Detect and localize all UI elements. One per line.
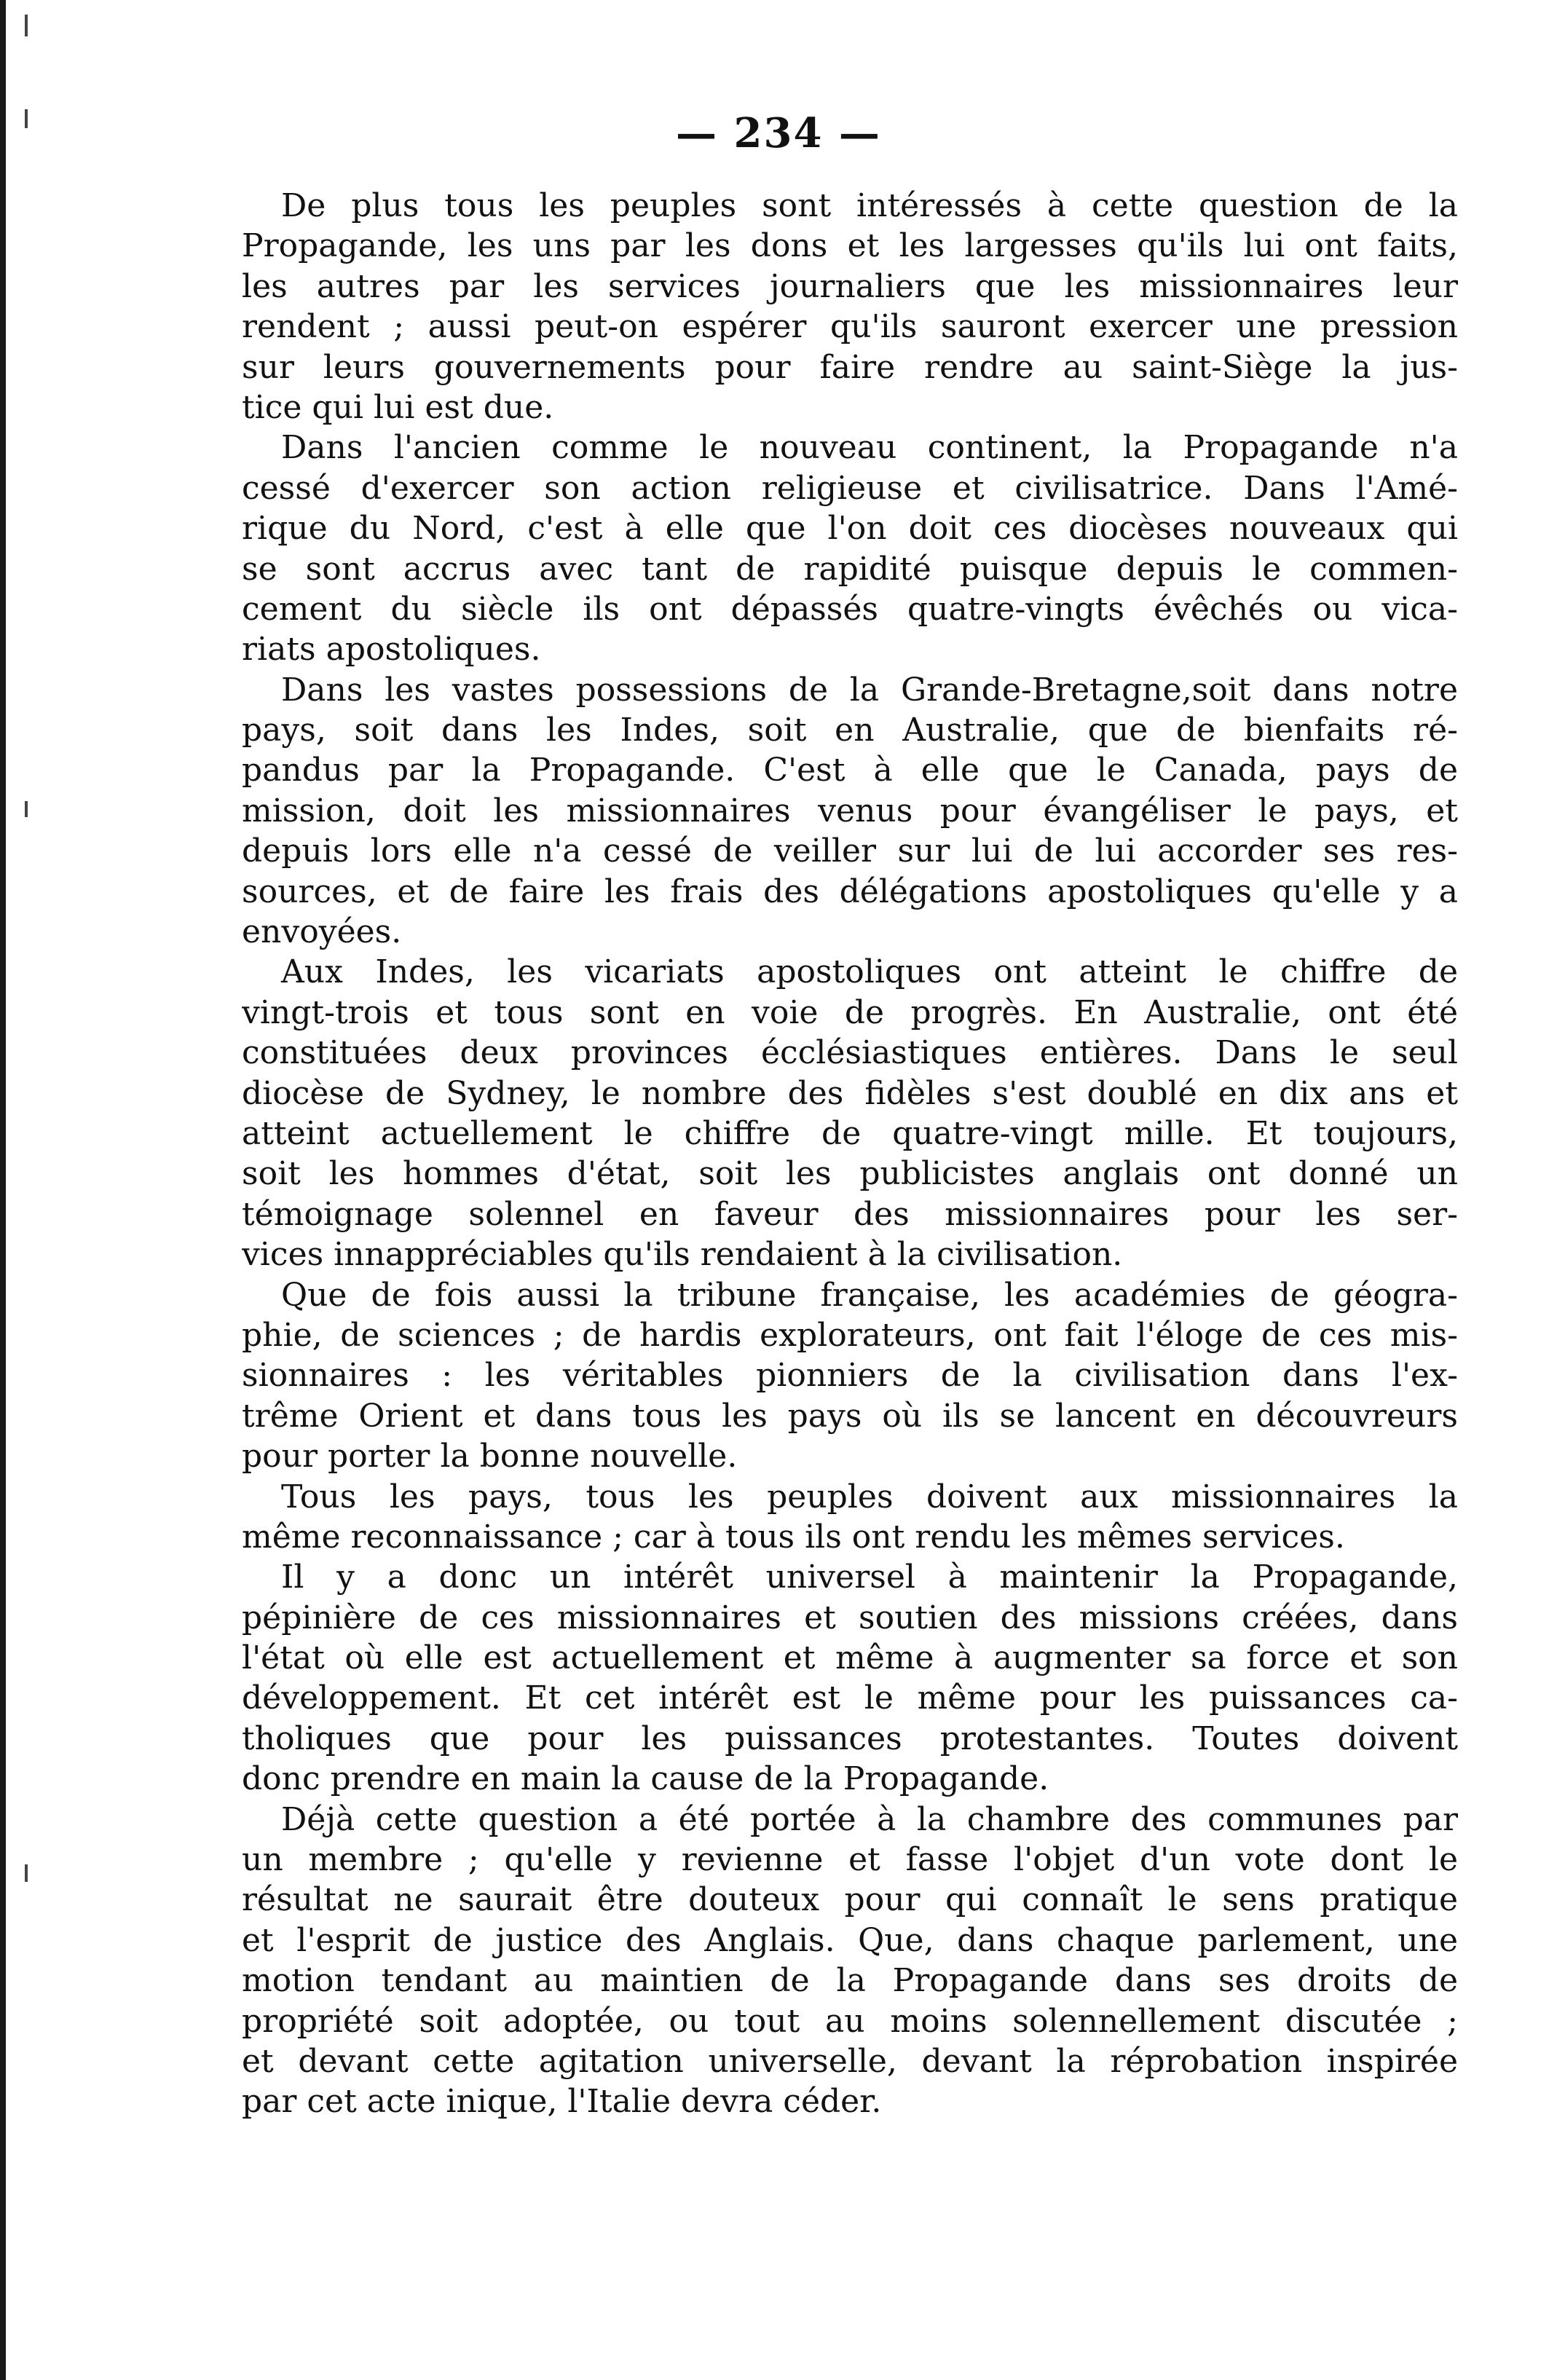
text-line: et l'esprit de justice des Anglais. Que, dans chaque parlement, une — [242, 1921, 1458, 1959]
text-line: Déjà cette question a été portée à la chambre des communes par — [281, 1800, 1458, 1838]
text-line: par cet acte inique, l'Italie devra céder. — [242, 2083, 882, 2121]
page-binding-edge — [0, 0, 6, 2380]
text-line: propriété soit adoptée, ou tout au moins solennellement discutée ; — [242, 2002, 1458, 2040]
paragraph — [242, 427, 1458, 669]
text-line: Dans l'ancien comme le nouveau continent, la Propagande n'a — [281, 429, 1458, 467]
text-line: tice qui lui est due. — [242, 388, 554, 426]
scan-speck — [25, 801, 28, 817]
text-line: atteint actuellement le chiffre de quatre-vingt mille. Et toujours, — [242, 1114, 1458, 1152]
text-line: un membre ; qu'elle y revienne et fasse l'objet d'un vote dont le — [242, 1841, 1458, 1879]
paragraph — [242, 952, 1458, 1274]
text-line: et devant cette agitation universelle, devant la réprobation inspirée — [242, 2042, 1458, 2080]
text-line: soit les hommes d'état, soit les publicistes anglais ont donné un — [242, 1155, 1458, 1193]
text-line: diocèse de Sydney, le nombre des fidèles s'est doublé en dix ans et — [242, 1074, 1458, 1112]
paragraph — [242, 1275, 1458, 1477]
text-line: Propagande, les uns par les dons et les largesses qu'ils lui ont faits, — [242, 227, 1458, 265]
text-line: rique du Nord, c'est à elle que l'on doit ces diocèses nouveaux qui — [242, 510, 1458, 548]
paragraph — [242, 1557, 1458, 1799]
text-line: pays, soit dans les Indes, soit en Australie, que de bienfaits ré- — [242, 712, 1458, 749]
text-line: cessé d'exercer son action religieuse et civilisatrice. Dans l'Amé- — [242, 469, 1458, 507]
text-line: trême Orient et dans tous les pays où ils se lancent en découvreurs — [242, 1397, 1458, 1435]
text-line: développement. Et cet intérêt est le même pour les puissances ca- — [242, 1679, 1458, 1717]
paragraph — [242, 186, 1458, 427]
text-line: sionnaires : les véritables pionniers de la civilisation dans l'ex- — [242, 1357, 1458, 1395]
text-line: envoyées. — [242, 913, 402, 951]
text-line: pandus par la Propagande. C'est à elle que le Canada, pays de — [242, 752, 1458, 789]
body-text — [242, 186, 1458, 2122]
text-line: phie, de sciences ; de hardis explorateurs, ont fait l'éloge de ces mis- — [242, 1316, 1458, 1354]
text-line: mission, doit les missionnaires venus pour évangéliser le pays, et — [242, 792, 1458, 830]
text-line: rendent ; aussi peut-on espérer qu'ils sauront exercer une pression — [242, 308, 1458, 346]
text-line: les autres par les services journaliers que les missionnaires leur — [242, 267, 1458, 305]
text-line: Tous les pays, tous les peuples doivent aux missionnaires la — [281, 1478, 1458, 1516]
paragraph — [242, 1800, 1458, 2122]
text-line: tholiques que pour les puissances protestantes. Toutes doivent — [242, 1719, 1458, 1757]
text-line: donc prendre en main la cause de la Propagande. — [242, 1760, 1049, 1798]
text-line: vices innappréciables qu'ils rendaient à la civilisation. — [242, 1236, 1123, 1274]
text-line: Il y a donc un intérêt universel à maintenir la Propagande, — [281, 1559, 1458, 1596]
text-line: depuis lors elle n'a cessé de veiller sur lui de lui accorder ses res- — [242, 832, 1458, 870]
scan-speck — [25, 1864, 28, 1882]
text-line: témoignage solennel en faveur des missionnaires pour les ser- — [242, 1195, 1458, 1233]
text-line: même reconnaissance ; car à tous ils ont rendu les mêmes services. — [242, 1518, 1345, 1556]
text-line: De plus tous les peuples sont intéressés à cette question de la — [281, 187, 1458, 224]
text-line: motion tendant au maintien de la Propagande dans ses droits de — [242, 1962, 1458, 2000]
text-line: cement du siècle ils ont dépassés quatre-vingts évêchés ou vica- — [242, 590, 1458, 628]
text-line: l'état où elle est actuellement et même à augmenter sa force et son — [242, 1639, 1458, 1677]
scan-speck — [25, 15, 28, 36]
text-line: vingt-trois et tous sont en voie de progrès. En Australie, ont été — [242, 993, 1458, 1031]
text-line: pépinière de ces missionnaires et soutien des missions créées, dans — [242, 1599, 1458, 1636]
text-line: résultat ne saurait être douteux pour qui connaît le sens pratique — [242, 1881, 1458, 1919]
text-line: Que de fois aussi la tribune française, les académies de géogra- — [281, 1276, 1458, 1314]
paragraph — [242, 670, 1458, 953]
text-line: constituées deux provinces écclésiastiques entières. Dans le seul — [242, 1034, 1458, 1072]
text-line: sources, et de faire les frais des délégations apostoliques qu'elle y a — [242, 872, 1458, 910]
text-line: sur leurs gouvernements pour faire rendre au saint-Siège la jus- — [242, 348, 1458, 386]
text-line: riats apostoliques. — [242, 631, 541, 669]
page-number: — 234 — — [676, 109, 881, 157]
text-line: se sont accrus avec tant de rapidité puisque depuis le commen- — [242, 550, 1458, 588]
text-line: Aux Indes, les vicariats apostoliques ont atteint le chiffre de — [281, 953, 1458, 991]
text-line: Dans les vastes possessions de la Grande-Bretagne,soit dans notre — [281, 671, 1458, 709]
paragraph — [242, 1477, 1458, 1558]
text-line: pour porter la bonne nouvelle. — [242, 1438, 738, 1475]
